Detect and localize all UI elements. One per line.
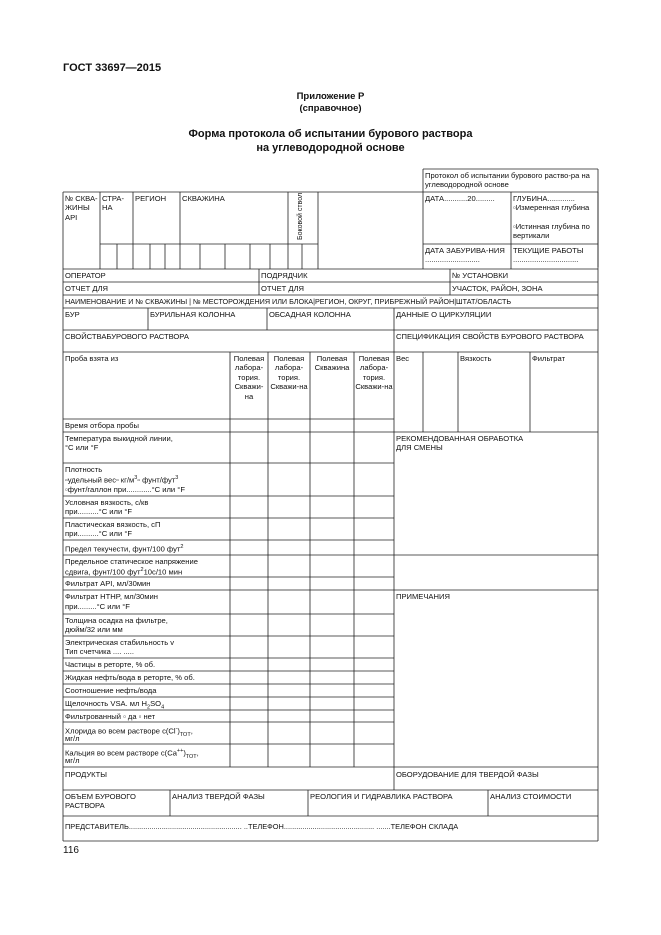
rig-no-label: № УСТАНОВКИ	[452, 271, 509, 280]
representative-row: ПРЕДСТАВИТЕЛЬ....................................................... ..ТЕЛЕФОН............................................ .......ТЕЛЕФОН СКЛАДА	[65, 822, 459, 831]
row-cake: Толщина осадка на фильтре,	[65, 616, 168, 625]
row-density-gal: ▫фунт/галлон при............°С или °F	[65, 485, 185, 494]
filtrate-label: Фильтрат	[532, 354, 566, 363]
col-header-1: Полевая лабора-тория. Скважи-на	[233, 354, 265, 401]
cost-analysis-label: АНАЛИЗ СТОИМОСТИ	[490, 792, 572, 801]
contractor-label: ПОДРЯДЧИК	[261, 271, 308, 280]
chlorides-c: ,	[190, 726, 193, 736]
standard-number: ГОСТ 33697—2015	[63, 62, 162, 74]
row-temp-unit: °С или °F	[65, 443, 99, 452]
sub-four: 4	[161, 704, 165, 711]
depth-measured-option: ▫Измеренная глубина	[513, 203, 590, 212]
recommended-label-1: РЕКОМЕНДОВАННАЯ ОБРАБОТКА	[396, 434, 524, 443]
area-label: УЧАСТОК, РАЙОН, ЗОНА	[452, 284, 543, 293]
well-no-label: № СКВА-ЖИНЫ API	[65, 194, 98, 222]
row-chlorides	[65, 725, 193, 740]
row-oil-water-ratio: Соотношение нефть/вода	[65, 686, 157, 695]
form-title-line1: Форма протокола об испытании бурового раствора	[188, 128, 473, 140]
row-calcium	[65, 747, 199, 762]
row-temp-line: Температура выкидной линии,	[65, 434, 173, 443]
report-for-label-1: ОТЧЕТ ДЛЯ	[65, 284, 109, 293]
sup-two-a: 2	[180, 544, 184, 550]
density-unit-a: ▫удельный вес▫ кг/м	[65, 475, 135, 485]
chlorides-b: )	[177, 726, 180, 736]
row-sample-time: Время отбора пробы	[65, 421, 139, 430]
drill-string-label: БУРИЛЬНАЯ КОЛОННА	[150, 310, 236, 319]
depth-field: ГЛУБИНА.............	[513, 194, 575, 203]
row-filtrate-hthp: Фильтрат HTHP, мл/30мин	[65, 592, 158, 601]
date-field: ДАТА...........20.........	[425, 194, 495, 203]
row-retort-solids: Частицы в реторте, % об.	[65, 660, 156, 669]
row-cond-visc: Условная вязкость, с/кв	[65, 498, 149, 507]
rheology-label: РЕОЛОГИЯ И ГИДРАВЛИКА РАСТВОРА	[310, 792, 453, 801]
spec-props-label: СПЕЦИФИКАЦИЯ СВОЙСТВ БУРОВОГО РАСТВОРА	[396, 332, 584, 341]
sub-tot-a: ТОТ	[179, 732, 191, 739]
col-header-3: Полевая Скважина	[314, 354, 350, 373]
spud-date-field: ДАТА ЗАБУРИВА-НИЯ ..........................	[425, 246, 505, 265]
well-label: СКВАЖИНА	[182, 194, 225, 203]
borehole-label: Боковой ствол	[297, 192, 304, 240]
row-alkalinity	[65, 699, 164, 713]
calcium-c: ,	[196, 748, 199, 758]
row-plastic-visc: Пластическая вязкость, сП	[65, 520, 161, 529]
alkalinity-a: Щелочность VSA. мл H	[65, 699, 148, 708]
col-header-4: Полевая лабора-тория. Скважи-на	[355, 354, 393, 392]
calcium-a: Кальция во всем растворе с(Ca	[65, 748, 177, 758]
row-density-unit	[65, 474, 178, 485]
appendix-note: (справочное)	[299, 103, 362, 114]
sup-two-b: 2	[140, 567, 144, 573]
row-density: Плотность	[65, 465, 103, 474]
fluid-volume-label: ОБЪЕМ БУРОВОГО РАСТВОРА	[65, 792, 136, 811]
appendix-title: Приложение Р	[296, 91, 365, 102]
fluid-props-label: СВОЙСТВАБУРОВОГО РАСТВОРА	[65, 332, 189, 341]
current-work-field: ТЕКУЩИЕ РАБОТЫ ...............................	[513, 246, 584, 265]
report-for-label-2: ОТЧЕТ ДЛЯ	[261, 284, 305, 293]
sup-minus: -	[175, 726, 178, 732]
solids-analysis-label: АНАЛИЗ ТВЕРДОЙ ФАЗЫ	[172, 792, 265, 801]
sub-tot-b: ТОТ	[185, 754, 197, 761]
solids-equipment-label: ОБОРУДОВАНИЕ ДЛЯ ТВЕРДОЙ ФАЗЫ	[396, 770, 539, 779]
page-number: 116	[63, 845, 79, 856]
gel-strength-2a: сдвига, фунт/100 фут	[65, 567, 141, 577]
circulation-label: ДАННЫЕ О ЦИРКУЛЯЦИИ	[396, 310, 492, 319]
row-filtrate-api: Фильтрат API, мл/30мин	[65, 579, 151, 588]
alkalinity-b: SO	[150, 699, 162, 708]
row-calcium-unit: мг/л	[65, 756, 80, 765]
sup-plus: ++	[176, 748, 184, 754]
row-gel-strength: Предельное статическое напряжение	[65, 557, 198, 566]
depth-true-option: ▫Истинная глубина по вертикали	[513, 222, 590, 241]
row-cond-visc-at: при..........°С или °F	[65, 507, 133, 516]
row-chlorides-unit: мг/л	[65, 734, 80, 743]
protocol-label: Протокол об испытании бурового раство-ра на углеводородной основе	[425, 171, 590, 190]
viscosity-label: Вязкость	[460, 354, 492, 363]
row-cake-unit: дюйм/32 или мм	[65, 625, 123, 634]
row-elec-stab: Электрическая стабильность v	[65, 638, 175, 647]
bit-label: БУР	[65, 310, 80, 319]
sub-two: 2	[147, 704, 151, 711]
recommended-label-2: ДЛЯ СМЕНЫ	[396, 443, 443, 452]
sample-from-label: Проба взята из	[65, 354, 119, 363]
sup-three-b: 3	[175, 475, 179, 481]
row-elec-stab-2: Тип счетчика .... .....	[65, 647, 135, 656]
row-filtrate-hthp-at: при.........°С или °F	[65, 602, 130, 611]
form-title-line2: на углеводородной основе	[256, 142, 405, 154]
row-oil-water: Жидкая нефть/вода в реторте, % об.	[65, 673, 195, 682]
row-gel-strength-2	[65, 566, 182, 577]
row-plastic-visc-at: при..........°С или °F	[65, 529, 133, 538]
row-filtered: Фильтрованный ▫ да ▫ нет	[65, 712, 156, 721]
region-label: РЕГИОН	[135, 194, 167, 203]
country-label: СТРА-НА	[102, 194, 125, 213]
well-name-row: НАИМЕНОВАНИЕ И № СКВАЖИНЫ | № МЕСТОРОЖДЕНИЯ ИЛИ БЛОКА|РЕГИОН, ОКРУГ, ПРИБРЕЖНЫЙ РАЙОН|ШТАТ/ОБЛАСТЬ	[65, 297, 512, 306]
density-unit-b: ▫ фунт/фут	[137, 475, 176, 485]
col-header-2: Полевая лабора-тория. Скважи-на	[270, 354, 308, 392]
weight-label: Вес	[396, 354, 410, 363]
products-label: ПРОДУКТЫ	[65, 770, 107, 779]
sup-three-a: 3	[134, 475, 138, 481]
row-yield-point	[65, 543, 183, 554]
notes-label: ПРИМЕЧАНИЯ	[396, 592, 450, 601]
yield-point-text: Предел текучести, фунт/100 фут	[65, 544, 181, 554]
chlorides-a: Хлорида во всем растворе с(Cl	[65, 726, 176, 736]
calcium-b: )	[183, 748, 186, 758]
casing-label: ОБСАДНАЯ КОЛОННА	[269, 310, 351, 319]
gel-strength-2b: 10с/10 мин	[143, 567, 183, 577]
operator-label: ОПЕРАТОР	[65, 271, 106, 280]
